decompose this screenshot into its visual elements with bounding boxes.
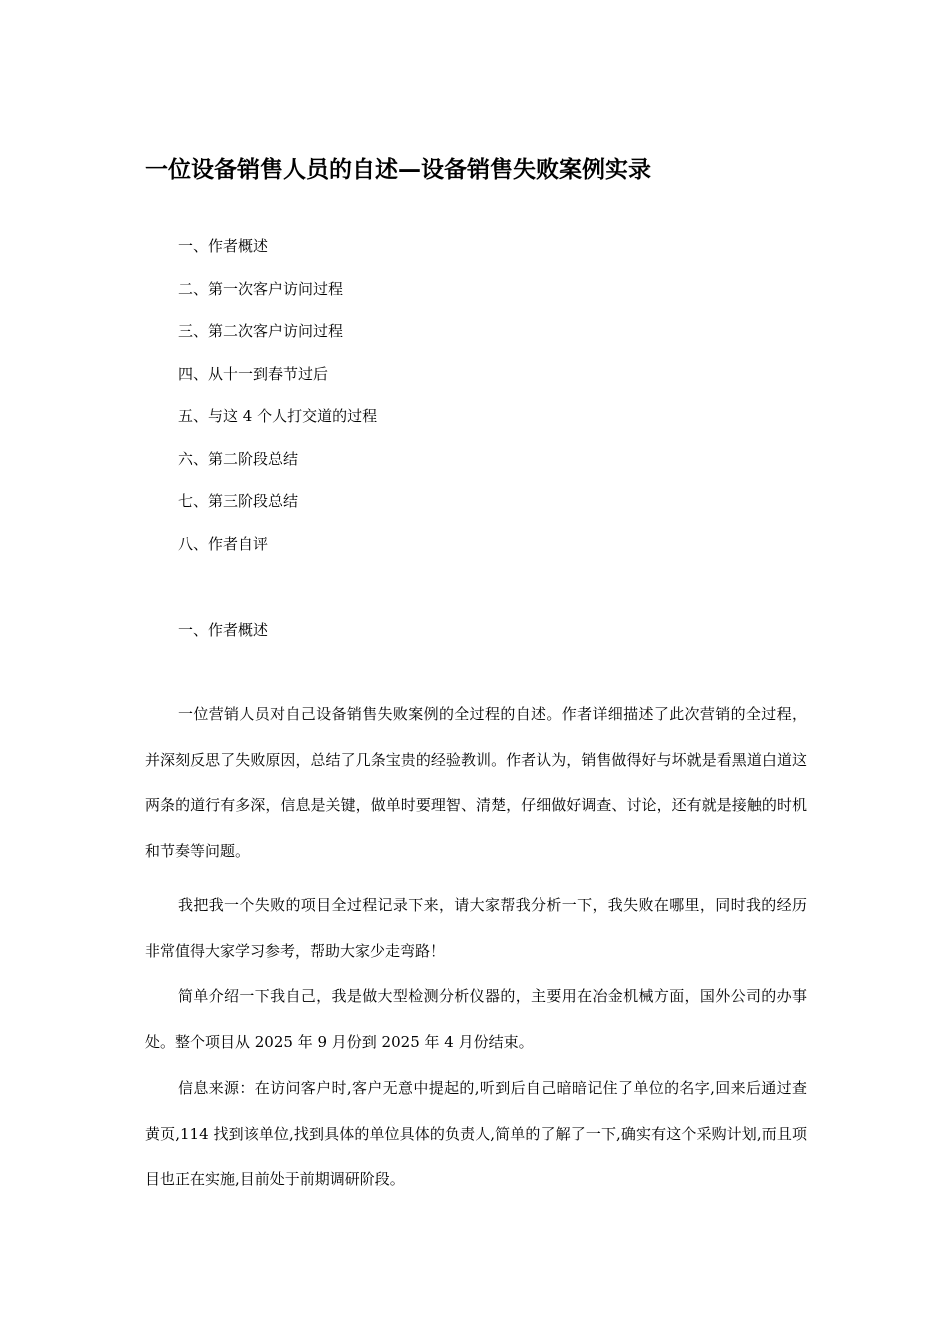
body-paragraph-3: 简单介绍一下我自己，我是做大型检测分析仪器的，主要用在冶金机械方面，国外公司的办事处。整个项目从 2025 年 9 月份到 2025 年 4 月份结束。 bbox=[145, 987, 807, 1051]
toc-item-2: 二、第一次客户访问过程 bbox=[178, 279, 344, 298]
toc-item-5: 五、与这 4 个人打交道的过程 bbox=[178, 407, 378, 425]
document-title: 一位设备销售人员的自述—设备销售失败案例实录 bbox=[145, 157, 651, 183]
table-of-contents bbox=[178, 232, 377, 572]
body-paragraph-4: 信息来源：在访问客户时,客户无意中提起的,听到后自己暗暗记住了单位的名字,回来后通过查黄页,114 找到该单位,找到具体的单位具体的负责人,简单的了解了一下,确实有这个采购计划,而且项目也正在实施,目前处于前期调研阶段。 bbox=[145, 1079, 807, 1188]
body-paragraph-1: 一位营销人员对自己设备销售失败案例的全过程的自述。作者详细描述了此次营销的全过程，并深刻反思了失败原因，总结了几条宝贵的经验教训。作者认为，销售做得好与坏就是看黑道白道这两条的道行有多深，信息是关键，做单时要理智、清楚，仔细做好调查、讨论，还有就是接触的时机和节奏等问题。 bbox=[145, 705, 807, 860]
body-paragraph-2: 我把我一个失败的项目全过程记录下来，请大家帮我分析一下，我失败在哪里，同时我的经历非常值得大家学习参考，帮助大家少走弯路！ bbox=[145, 896, 807, 960]
toc-item-3: 三、第二次客户访问过程 bbox=[178, 322, 344, 340]
toc-item-4: 四、从十一到春节过后 bbox=[178, 364, 329, 383]
toc-item-1: 一、作者概述 bbox=[178, 237, 269, 255]
toc-item-7: 七、第三阶段总结 bbox=[178, 492, 299, 510]
toc-item-8: 八、作者自评 bbox=[178, 534, 269, 553]
toc-item-6: 六、第二阶段总结 bbox=[178, 449, 299, 468]
section-heading: 一、作者概述 bbox=[178, 621, 269, 639]
